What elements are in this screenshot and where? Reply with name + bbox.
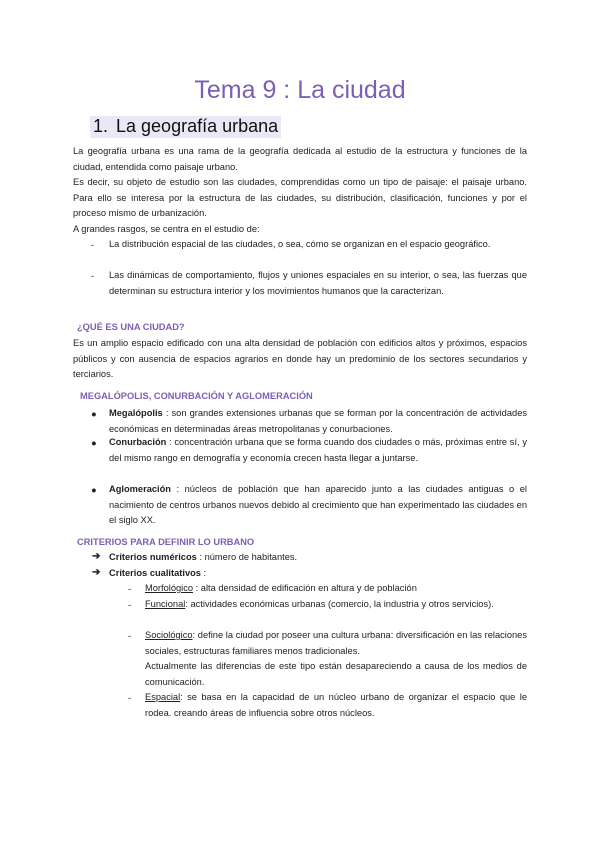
que-es-paragraph: Es un amplio espacio edificado con una alta densidad de población con edificios altos y próximos, espacios públicos y con ausencia de espacios agrarios en donde hay un predominio de los sectores secundarios y terciarios. (73, 338, 527, 379)
term: Aglomeración (109, 484, 171, 494)
dash-marker: - (91, 271, 95, 281)
term: Criterios cualitativos (109, 568, 201, 578)
list-item: Conurbación : concentración urbana que se forma cuando dos ciudades o más, próximas entre sí, y del mismo rango en demografía y economía crecen hasta llegar a juntarse. (109, 437, 527, 463)
section-heading (90, 116, 281, 138)
list-item: Morfológico : alta densidad de edificación en altura y de población (145, 583, 417, 593)
list-item: Criterios cualitativos : (109, 568, 207, 578)
page-title: Tema 9 : La ciudad (194, 76, 406, 104)
term: Conurbación (109, 437, 167, 447)
term: Megalópolis (109, 408, 163, 418)
dash-marker: - (128, 584, 132, 594)
intro-paragraph-3: A grandes rasgos, se centra en el estudio de: (73, 224, 260, 234)
dash-marker: - (128, 600, 132, 610)
arrow-icon: ➔ (92, 567, 101, 578)
bullet-marker: ● (91, 485, 97, 495)
list-item: La distribución espacial de las ciudades, o sea, cómo se organizan en el espacio geográfico. (109, 239, 491, 249)
term: Morfológico (145, 583, 194, 593)
term: Criterios numéricos (109, 552, 197, 562)
bullet-marker: ● (91, 409, 97, 419)
list-item: Las dinámicas de comportamiento, flujos y uniones espaciales en su interior, o sea, las fuerzas que determinan su estructura interior y los movimientos humanos que la caracterizan. (109, 270, 527, 296)
list-item: Funcional: actividades económicas urbanas (comercio, la industria y otros servicios). (145, 599, 494, 609)
term: Funcional (145, 599, 186, 609)
dash-marker: - (128, 631, 132, 641)
heading-megalopolis: MEGALÓPOLIS, CONURBACIÓN Y AGLOMERACIÓN (80, 391, 313, 401)
intro-paragraph-1: La geografía urbana es una rama de la geografía dedicada al estudio de la estructura y funciones de la ciudad, entendida como paisaje urbano. (73, 146, 527, 172)
list-item-continuation: Actualmente las diferencias de este tipo están desapareciendo a causa de los medios de comunicación. (145, 661, 527, 687)
list-item: Aglomeración : núcleos de población que han aparecido junto a las ciudades antiguas o el nacimiento de centros urbanos nuevos debido al crecimiento que han experimentado las ciudades en el siglo XX. (109, 484, 527, 525)
bullet-marker: ● (91, 438, 97, 448)
list-item: Megalópolis : son grandes extensiones urbanas que se forman por la concentración de actividades económicas en determinadas áreas metropolitanas y conurbaciones. (109, 408, 528, 434)
heading-criterios: CRITERIOS PARA DEFINIR LO URBANO (77, 537, 255, 547)
list-item: Sociológico: define la ciudad por poseer una cultura urbana: diversificación en las relaciones sociales, estructuras familiares menos tradicionales. (145, 630, 527, 656)
list-item: Espacial: se basa en la capacidad de un núcleo urbano de organizar el espacio que le rodea. creando áreas de influencia sobre otros núcleos. (145, 692, 527, 718)
term: Sociológico (145, 630, 193, 640)
section-number: 1. (93, 116, 109, 136)
term: Espacial (145, 692, 181, 702)
dash-marker: - (91, 240, 95, 250)
dash-marker: - (128, 693, 132, 703)
section-title: La geografía urbana (116, 116, 279, 136)
arrow-icon: ➔ (92, 551, 101, 562)
list-item: Criterios numéricos : número de habitantes. (109, 552, 298, 562)
heading-que-es-ciudad: ¿QUÉ ES UNA CIUDAD? (77, 322, 185, 332)
intro-paragraph-2: Es decir, su objeto de estudio son las ciudades, comprendidas como un tipo de paisaje: el paisaje urbano. Para ello se interesa por la estructura de las ciudades, su distribución, clasificación, funciones y por el proceso mismo de urbanización. (73, 177, 527, 218)
